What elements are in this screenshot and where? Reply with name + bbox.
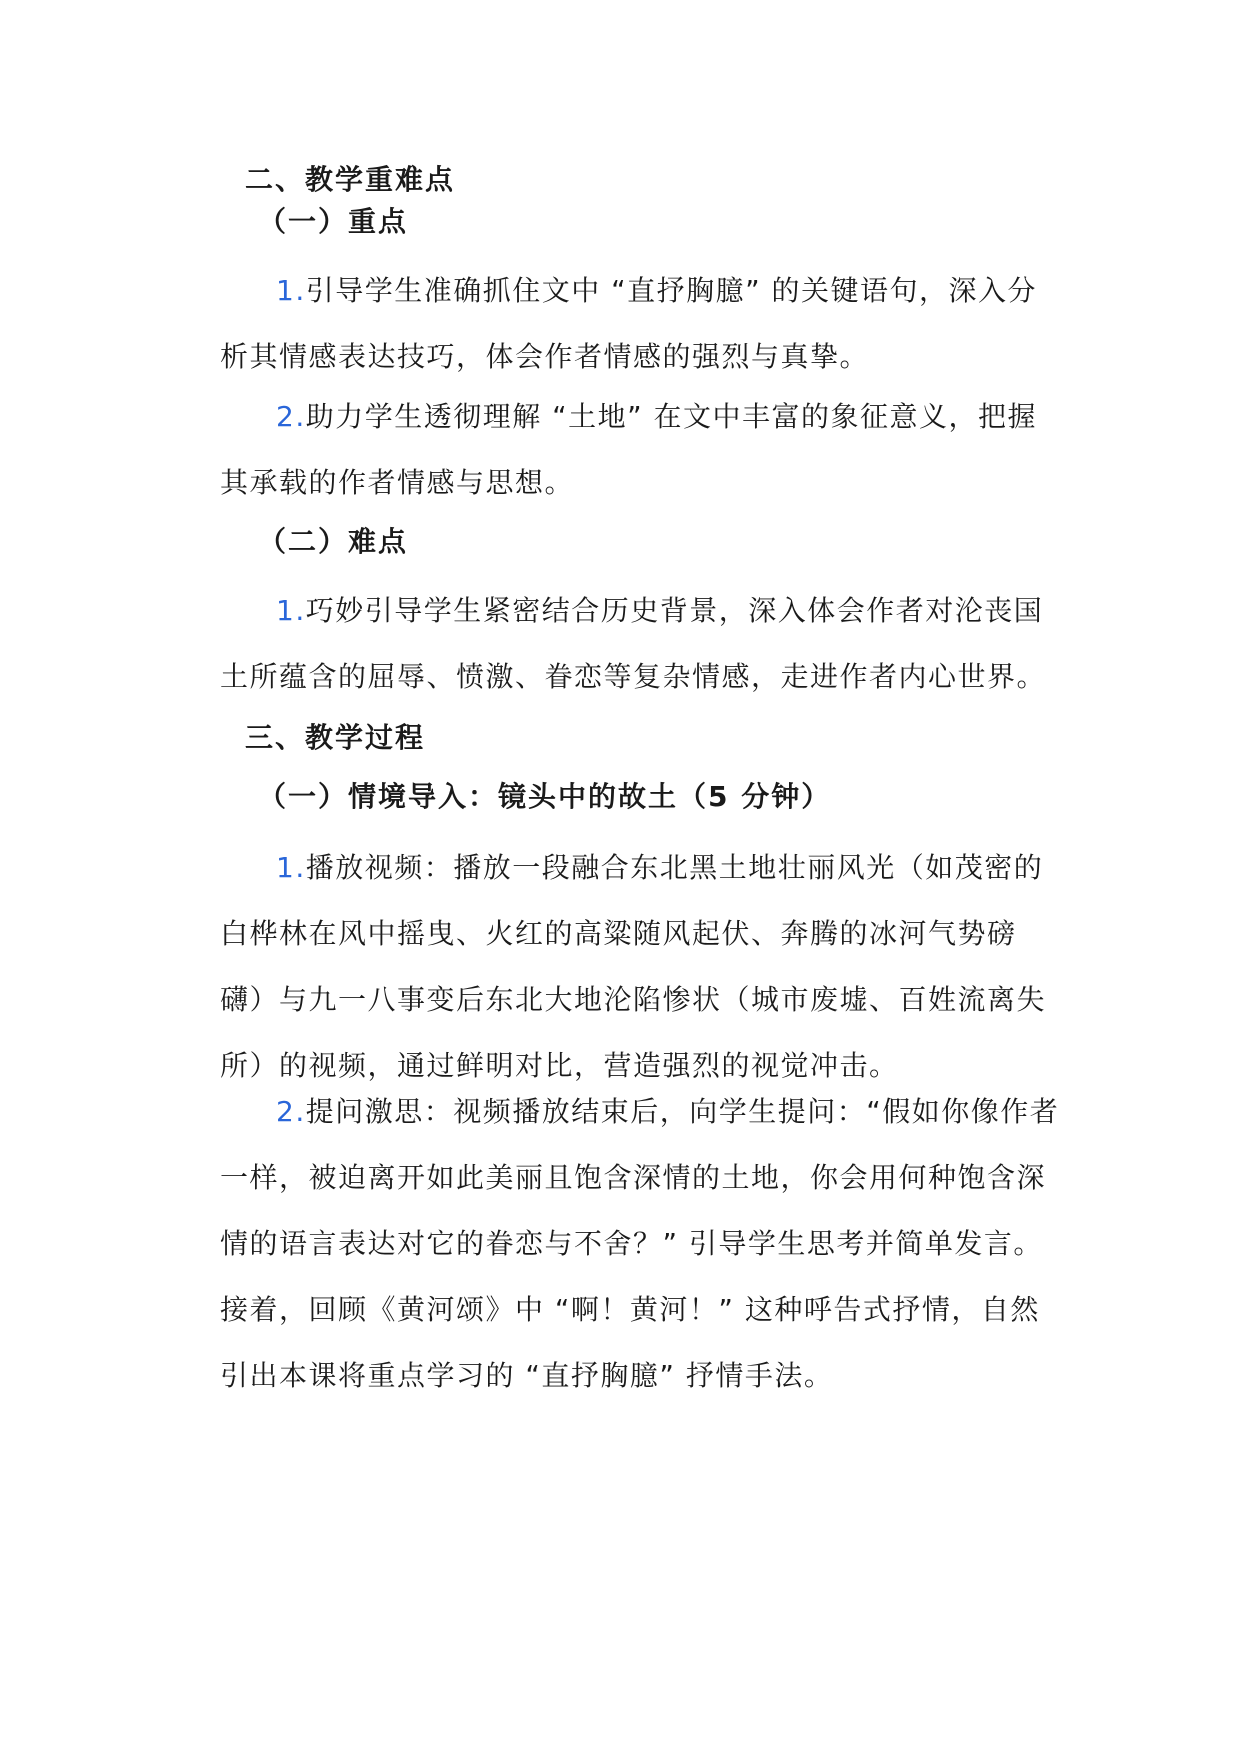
paragraph-text: 巧妙引导学生紧密结合历史背景，深入体会作者对沦丧国土所蕴含的屈辱、愤激、眷恋等复杂情感，走进作者内心世界。: [220, 594, 1047, 693]
item-number: 2.: [276, 400, 306, 433]
item-number: 2.: [276, 1095, 306, 1128]
section-heading-key-difficult-points: 二、教学重难点: [245, 163, 456, 196]
paragraph-key-point-2: [220, 384, 1060, 516]
paragraph-text: 提问激思：视频播放结束后，向学生提问：“假如你像作者一样，被迫离开如此美丽且饱含深情的土地，你会用何种饱含深情的语言表达对它的眷恋与不舍？” 引导学生思考并简单发言。接着，回顾《黄河颂》中 “啊！黄河！” 这种呼告式抒情，自然引出本课将重点学习的 “直抒胸臆” 抒情手法。: [220, 1095, 1060, 1392]
section-heading-teaching-process: 三、教学过程: [245, 721, 426, 754]
subheading-key-points: （一）重点: [258, 205, 409, 238]
paragraph-process-step-2: [220, 1079, 1060, 1409]
subheading-situational-intro: （一）情境导入：镜头中的故土（5 分钟）: [258, 780, 832, 813]
paragraph-key-point-1: [220, 258, 1060, 390]
item-number: 1.: [276, 274, 306, 307]
paragraph-process-step-1: [220, 835, 1060, 1099]
item-number: 1.: [276, 594, 306, 627]
paragraph-difficult-point-1: [220, 578, 1060, 710]
subheading-difficult-points: （二）难点: [258, 525, 409, 558]
paragraph-text: 播放视频：播放一段融合东北黑土地壮丽风光（如茂密的白桦林在风中摇曳、火红的高粱随风起伏、奔腾的冰河气势磅礴）与九一八事变后东北大地沦陷惨状（城市废墟、百姓流离失所）的视频，通过鲜明对比，营造强烈的视觉冲击。: [220, 851, 1047, 1082]
item-number: 1.: [276, 851, 306, 884]
paragraph-text: 引导学生准确抓住文中 “直抒胸臆” 的关键语句，深入分析其情感表达技巧，体会作者情感的强烈与真挚。: [220, 274, 1038, 373]
paragraph-text: 助力学生透彻理解 “土地” 在文中丰富的象征意义，把握其承载的作者情感与思想。: [220, 400, 1038, 499]
